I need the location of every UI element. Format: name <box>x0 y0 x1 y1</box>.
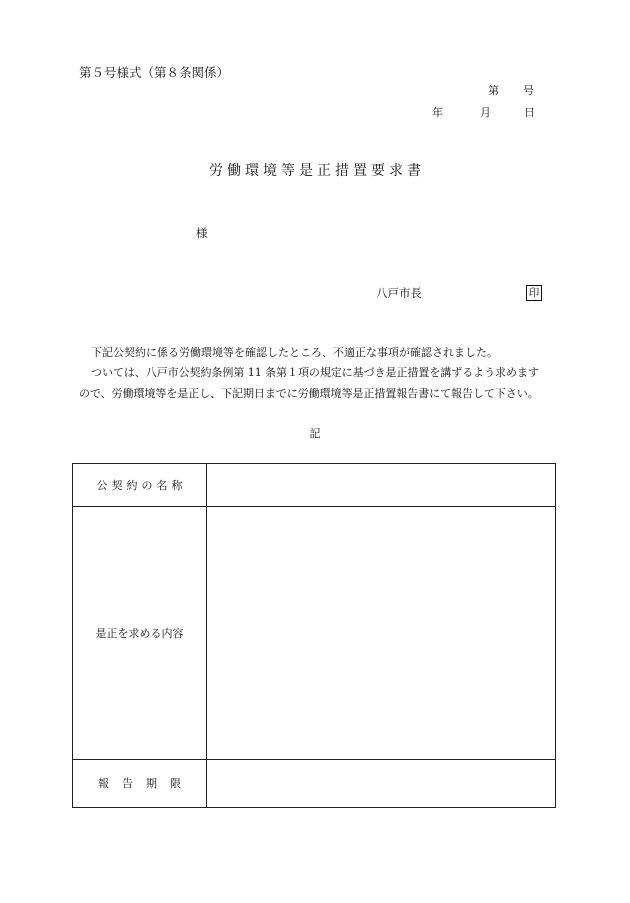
ki-heading: 記 <box>309 427 321 440</box>
correction-content-field[interactable] <box>207 507 555 759</box>
document-number-prefix: 第 <box>488 84 499 97</box>
form-number: 第５号様式（第８条関係） <box>79 65 230 80</box>
sender-title: 八戸市長 <box>376 286 422 300</box>
body-paragraph-line-1: 下記公契約に係る労働環境等を確認したところ、不適正な事項が確認されました。 <box>91 346 498 359</box>
contract-name-label-text: 公契約の名称 <box>96 478 187 492</box>
report-deadline-label <box>73 760 206 807</box>
contract-name-field[interactable] <box>207 464 555 506</box>
correction-content-label <box>73 507 206 759</box>
report-deadline-row <box>73 760 555 807</box>
document-title: 労働環境等是正措置要求書 <box>209 163 425 179</box>
request-details-table <box>72 463 556 808</box>
body-paragraph-line-3: ので、労働環境等を是正し、下記期日までに労働環境等是正措置報告書にて報告して下さい。 <box>79 387 539 400</box>
recipient-honorific: 様 <box>196 226 208 240</box>
body-paragraph-line-2: ついては、八戸市公契約条例第 11 条第１項の規定に基づき是正措置を講ずるよう求めます <box>91 366 539 379</box>
date-month-label: 月 <box>480 106 491 119</box>
report-deadline-label-text: 報告期限 <box>98 777 194 790</box>
report-deadline-field[interactable] <box>207 760 555 807</box>
correction-content-row <box>73 507 555 760</box>
contract-name-label <box>73 464 206 506</box>
document-number-suffix: 号 <box>523 84 534 97</box>
correction-content-label-text: 是正を求める内容 <box>95 626 184 640</box>
seal-mark: 印 <box>526 285 542 301</box>
contract-name-row <box>73 464 555 507</box>
date-year-label: 年 <box>432 106 443 119</box>
date-day-label: 日 <box>524 106 535 119</box>
